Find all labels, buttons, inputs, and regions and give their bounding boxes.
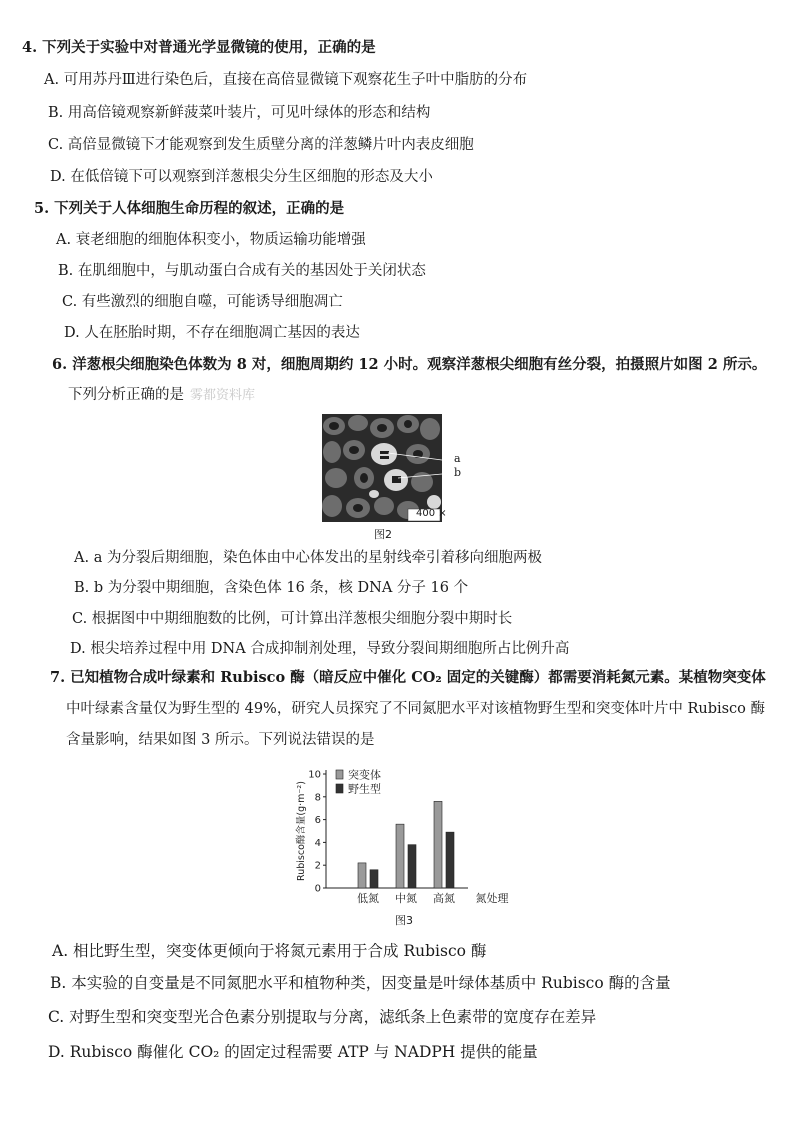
q5-stem: 5. 下列关于人体细胞生命历程的叙述，正确的是 [34,200,345,217]
q7-option-c: C. 对野生型和突变型光合色素分别提取与分离，滤纸条上色素带的宽度存在差异 [48,1008,597,1026]
legend-swatch-野生型 [336,784,343,793]
figure-2-caption: 图2 [374,528,392,541]
q6-stem-2-row [68,385,255,406]
figure-label-a: a [454,452,461,465]
magnification-label: 400 × [416,508,447,519]
legend-swatch-突变体 [336,770,343,779]
q4-option-b: B. 用高倍镜观察新鲜菠菜叶装片，可见叶绿体的形态和结构 [48,105,431,121]
bar-突变体-低氮 [358,863,366,888]
figure-label-b: b [454,466,462,479]
y-tick-label: 6 [314,815,321,827]
category-label: 高氮 [433,892,455,905]
y-tick-label: 2 [314,860,321,872]
category-label: 中氮 [395,892,417,905]
q4-option-a: A. 可用苏丹Ⅲ进行染色后，直接在高倍显微镜下观察花生子叶中脂肪的分布 [44,72,528,88]
figure-3-chart [292,764,522,916]
y-tick-label: 0 [314,883,321,895]
legend-label: 突变体 [348,768,381,782]
q6-stem-1: 6. 洋葱根尖细胞染色体数为 8 对，细胞周期约 12 小时。观察洋葱根尖细胞有丝分裂，拍摄照片如图 2 所示。 [52,356,767,373]
y-tick-label: 8 [314,792,321,804]
q5-option-a: A. 衰老细胞的细胞体积变小，物质运输功能增强 [56,232,366,248]
bar-野生型-高氮 [446,832,454,888]
x-axis-label: 氮处理 [475,892,509,905]
y-axis-label: Rubisco酶含量(g·m⁻²) [296,781,307,881]
figure-2-micrograph [322,414,442,522]
watermark: 雾都资料库 [190,388,256,403]
bar-突变体-高氮 [434,801,442,888]
q5-option-b: B. 在肌细胞中，与肌动蛋白合成有关的基因处于关闭状态 [58,263,426,279]
q6-option-c: C. 根据图中中期细胞数的比例，可计算出洋葱根尖细胞分裂中期时长 [72,611,513,627]
q6-stem-2: 下列分析正确的是 [68,387,184,403]
q5-option-d: D. 人在胚胎时期，不存在细胞凋亡基因的表达 [64,325,360,341]
q7-stem-2: 中叶绿素含量仅为野生型的 49%，研究人员探究了不同氮肥水平对该植物野生型和突变体叶片中 Rubisco 酶 [66,701,766,717]
q7-option-d: D. Rubisco 酶催化 CO₂ 的固定过程需要 ATP 与 NADPH 提供的能量 [48,1043,538,1061]
y-tick-label: 10 [308,769,321,781]
bar-突变体-中氮 [396,824,404,888]
figure-3-caption: 图3 [395,914,413,927]
q4-stem: 4. 下列关于实验中对普通光学显微镜的使用，正确的是 [22,39,376,56]
category-label: 低氮 [357,892,379,905]
q4-option-d: D. 在低倍镜下可以观察到洋葱根尖分生区细胞的形态及大小 [50,169,433,185]
q5-option-c: C. 有些激烈的细胞自噬，可能诱导细胞凋亡 [62,294,343,310]
q7-stem-1: 7. 已知植物合成叶绿素和 Rubisco 酶（暗反应中催化 CO₂ 固定的关键酶）都需要消耗氮元素。某植物突变体 [50,669,766,686]
bar-野生型-低氮 [370,870,378,888]
y-tick-label: 4 [314,837,321,849]
q7-stem-3: 含量影响，结果如图 3 所示。下列说法错误的是 [66,732,375,748]
q6-option-d: D. 根尖培养过程中用 DNA 合成抑制剂处理，导致分裂间期细胞所占比例升高 [70,641,570,657]
q7-option-b: B. 本实验的自变量是不同氮肥水平和植物种类，因变量是叶绿体基质中 Rubisco 酶的含量 [50,974,671,992]
q7-option-a: A. 相比野生型，突变体更倾向于将氮元素用于合成 Rubisco 酶 [52,942,487,960]
q6-option-a: A. a 为分裂后期细胞，染色体由中心体发出的星射线牵引着移向细胞两极 [74,550,542,566]
legend-label: 野生型 [348,782,381,796]
q6-option-b: B. b 为分裂中期细胞，含染色体 16 条，核 DNA 分子 16 个 [74,580,469,596]
q4-option-c: C. 高倍显微镜下才能观察到发生质壁分离的洋葱鳞片叶内表皮细胞 [48,137,474,153]
bar-野生型-中氮 [408,845,416,888]
